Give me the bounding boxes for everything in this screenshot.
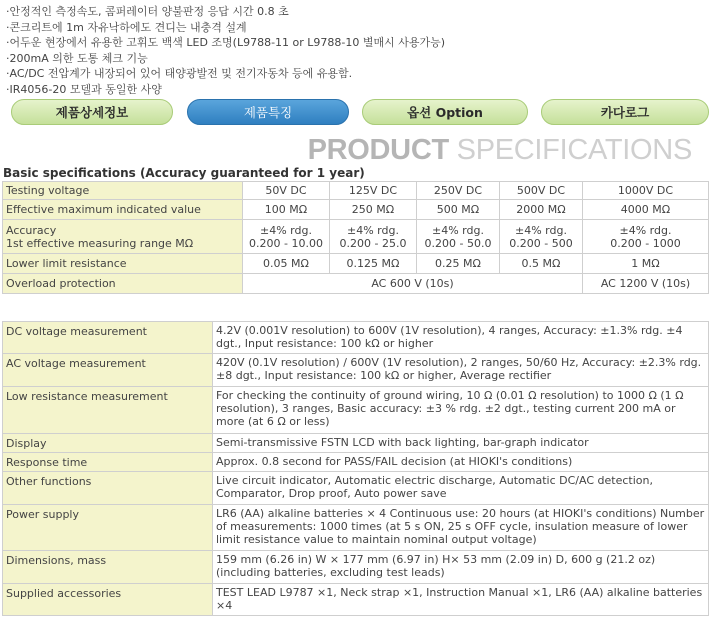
tab-catalog[interactable]: 카다로그 [541, 99, 709, 125]
accuracy-line1: ±4% rdg. [619, 223, 672, 237]
product-tabs [11, 99, 709, 125]
table-cell: AC 600 V (10s) [243, 274, 583, 294]
table-cell [583, 220, 709, 254]
table-cell: 2000 MΩ [500, 200, 583, 220]
table-row [3, 434, 709, 453]
table-row [3, 505, 709, 551]
row-label: Dimensions, mass [3, 551, 213, 584]
accuracy-label-line1: Accuracy [6, 223, 57, 237]
row-description: 159 mm (6.26 in) W × 177 mm (6.97 in) H× 53 mm (2.09 in) D, 600 g (21.2 oz) (including batteries, excluding test leads) [213, 551, 709, 584]
row-label: AC voltage measurement [3, 354, 213, 387]
detailed-specifications-table [2, 321, 709, 616]
range-line2: 0.200 - 500 [509, 236, 573, 250]
table-row [3, 200, 709, 220]
table-row [3, 274, 709, 294]
feature-notes [6, 4, 706, 98]
row-label [3, 220, 243, 254]
row-label: DC voltage measurement [3, 322, 213, 354]
row-description: Live circuit indicator, Automatic electric discharge, Automatic DC/AC detection, Comparator, Drop proof, Auto power save [213, 472, 709, 505]
table-cell [330, 220, 417, 254]
table-cell: 1000V DC [583, 182, 709, 200]
table-cell: 500 MΩ [417, 200, 500, 220]
row-label: Overload protection [3, 274, 243, 294]
row-label: Display [3, 434, 213, 453]
table-cell [417, 220, 500, 254]
row-label: Response time [3, 453, 213, 472]
row-label: Lower limit resistance [3, 254, 243, 274]
range-line2: 0.200 - 25.0 [339, 236, 407, 250]
table-cell [243, 220, 330, 254]
accuracy-line1: ±4% rdg. [347, 223, 399, 237]
accuracy-line1: ±4% rdg. [515, 223, 567, 237]
table-row [3, 322, 709, 354]
row-label: Power supply [3, 505, 213, 551]
table-row [3, 220, 709, 254]
row-label: Supplied accessories [3, 584, 213, 616]
table-cell: 125V DC [330, 182, 417, 200]
range-line2: 0.200 - 50.0 [424, 236, 492, 250]
product-specifications-banner [240, 134, 692, 166]
row-label: Low resistance measurement [3, 387, 213, 434]
row-description: 4.2V (0.001V resolution) to 600V (1V resolution), 4 ranges, Accuracy: ±1.3% rdg. ±4 dgt., Input resistance: 100 kΩ or higher [213, 322, 709, 354]
banner-bold-text: PRODUCT [307, 134, 449, 166]
table-row [3, 453, 709, 472]
row-label: Other functions [3, 472, 213, 505]
range-line2: 0.200 - 10.00 [249, 236, 323, 250]
row-description: 420V (0.1V resolution) / 600V (1V resolution), 2 ranges, 50/60 Hz, Accuracy: ±2.3% rdg. ±8 dgt., Input resistance: 100 kΩ or higher, Average rectifier [213, 354, 709, 387]
tab-options[interactable]: 옵션 Option [362, 99, 528, 125]
feature-note: ·어두운 현장에서 유용한 고휘도 백색 LED 조명(L9788-11 or L9788-10 별매시 사용가능) [6, 36, 446, 50]
table-row [3, 551, 709, 584]
row-description: For checking the continuity of ground wiring, 10 Ω (0.01 Ω resolution) to 1000 Ω (1 Ω resolution), 3 ranges, Basic accuracy: ±3 % rdg. ±2 dgt., testing current 200 mA or more (at 6 Ω or less) [213, 387, 709, 434]
feature-note: ·IR4056-20 모델과 동일한 사양 [6, 82, 162, 96]
table-row [3, 182, 709, 200]
table-cell: AC 1200 V (10s) [583, 274, 709, 294]
accuracy-label-line2: 1st effective measuring range MΩ [6, 236, 194, 250]
table-cell: 1 MΩ [583, 254, 709, 274]
row-label: Effective maximum indicated value [3, 200, 243, 220]
row-description: LR6 (AA) alkaline batteries × 4 Continuous use: 20 hours (at HIOKI's conditions) Number of measurements: 1000 times (at 5 s ON, 25 s OFF cycle, insulation measure of lower limit resistance value to maintain nominal output voltage) [213, 505, 709, 551]
tab-product-details[interactable]: 제품상세정보 [11, 99, 173, 125]
table-cell: 0.25 MΩ [417, 254, 500, 274]
table-cell: 500V DC [500, 182, 583, 200]
table-cell: 250V DC [417, 182, 500, 200]
basic-specifications-table [2, 181, 709, 294]
table-cell: 250 MΩ [330, 200, 417, 220]
table-row [3, 354, 709, 387]
accuracy-line1: ±4% rdg. [432, 223, 484, 237]
row-description: Approx. 0.8 second for PASS/FAIL decision (at HIOKI's conditions) [213, 453, 709, 472]
row-description: TEST LEAD L9787 ×1, Neck strap ×1, Instruction Manual ×1, LR6 (AA) alkaline batteries ×4 [213, 584, 709, 616]
table-cell [500, 220, 583, 254]
range-line2: 0.200 - 1000 [610, 236, 681, 250]
accuracy-line1: ±4% rdg. [260, 223, 312, 237]
basic-specifications-title: Basic specifications (Accuracy guaranteed for 1 year) [3, 166, 365, 180]
table-cell: 0.5 MΩ [500, 254, 583, 274]
feature-note: ·안정적인 측정속도, 콤퍼레이터 양불판정 응답 시간 0.8 초 [6, 5, 289, 18]
row-description: Semi-transmissive FSTN LCD with back lighting, bar-graph indicator [213, 434, 709, 453]
table-row [3, 387, 709, 434]
feature-note: ·콘크리트에 1m 자유낙하에도 견디는 내충격 설계 [6, 20, 247, 34]
feature-note: ·AC/DC 전압계가 내장되어 있어 태양광발전 및 전기자동차 등에 유용함. [6, 67, 353, 81]
banner-light-text: SPECIFICATIONS [448, 134, 692, 166]
feature-note: ·200mA 의한 도통 체크 기능 [6, 51, 148, 65]
tab-product-features[interactable]: 제품특징 [187, 99, 349, 125]
table-cell: 50V DC [243, 182, 330, 200]
table-cell: 0.05 MΩ [243, 254, 330, 274]
table-cell: 100 MΩ [243, 200, 330, 220]
table-row [3, 472, 709, 505]
row-label: Testing voltage [3, 182, 243, 200]
table-cell: 0.125 MΩ [330, 254, 417, 274]
table-row [3, 254, 709, 274]
table-row [3, 584, 709, 616]
table-cell: 4000 MΩ [583, 200, 709, 220]
